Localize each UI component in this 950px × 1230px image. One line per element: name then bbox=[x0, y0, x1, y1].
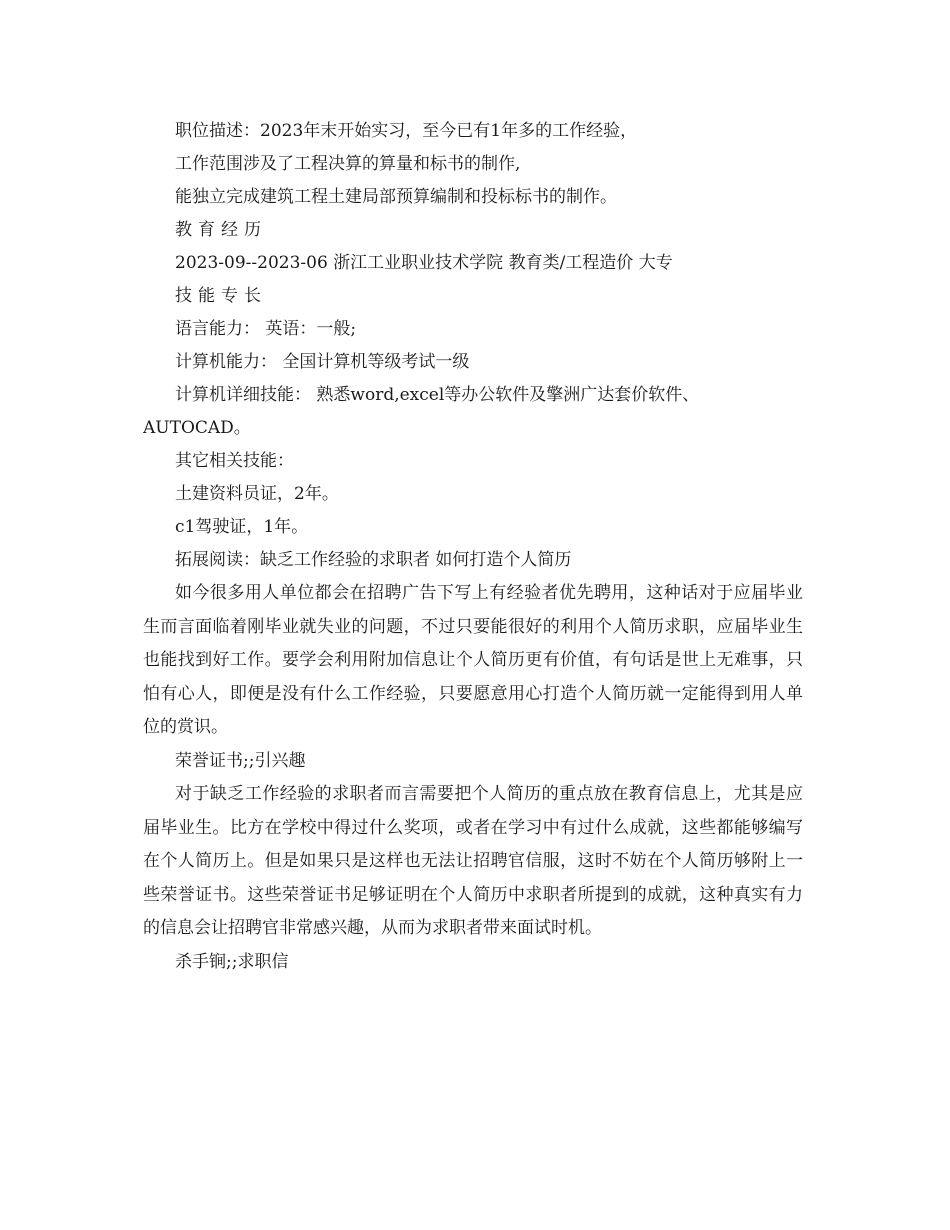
language-skill-line: 语言能力： 英语：一般; bbox=[175, 319, 357, 339]
extended-paragraph-2: 对于缺乏工作经验的求职者而言需要把个人简历的重点放在教育信息上，尤其是应届毕业生。比方在学校中得过什么奖项，或者在学习中有过什么成就，这些都能够编写在个人简历上。但是如果只是这样也无法让招聘官信服，这时不妨在个人简历够附上一些荣誉证书。这些荣誉证书足够证明在个人简历中求职者所提到的成就，这种真实有力的信息会让招聘官非常感兴趣，从而为求职者带来面试时机。 bbox=[143, 783, 803, 939]
extended-paragraph-1: 如今很多用人单位都会在招聘广告下写上有经验者优先聘用，这种话对于应届毕业生而言面临着刚毕业就失业的问题，不过只要能很好的利用个人简历求职，应届毕业生也能找到好工作。要学会利用附加信息让个人简历更有价值，有句话是世上无难事，只怕有心人，即便是没有什么工作经验，只要愿意用心打造个人简历就一定能得到用人单位的赏识。 bbox=[143, 583, 803, 738]
computer-detail-continuation: AUTOCAD。 bbox=[143, 418, 251, 438]
computer-detail-line: 计算机详细技能： 熟悉word,excel等办公软件及擎洲广达套价软件、 bbox=[175, 385, 700, 405]
education-heading: 教育经历 bbox=[175, 220, 267, 240]
other-skills-heading: 其它相关技能： bbox=[175, 451, 294, 471]
work-scope-line: 工作范围涉及了工程决算的算量和标书的制作, bbox=[175, 154, 521, 174]
certificate-line: 土建资料员证，2年。 bbox=[175, 484, 339, 504]
job-description-line: 职位描述：2023年末开始实习，至今已有1年多的工作经验， bbox=[175, 121, 638, 141]
section-cover-letter: 杀手锏;;求职信 bbox=[175, 951, 289, 972]
extended-reading-title: 拓展阅读：缺乏工作经验的求职者 如何打造个人简历 bbox=[175, 550, 572, 570]
work-ability-line: 能独立完成建筑工程土建局部预算编制和投标标书的制作。 bbox=[175, 187, 617, 207]
document-page bbox=[143, 115, 803, 979]
computer-skill-line: 计算机能力： 全国计算机等级考试一级 bbox=[175, 352, 470, 372]
skills-heading: 技能专长 bbox=[175, 286, 267, 306]
license-line: c1驾驶证，1年。 bbox=[175, 517, 309, 537]
education-entry: 2023-09--2023-06 浙江工业职业技术学院 教育类/工程造价 大专 bbox=[175, 253, 673, 273]
section-honor-certificate: 荣誉证书;;引兴趣 bbox=[175, 750, 306, 771]
